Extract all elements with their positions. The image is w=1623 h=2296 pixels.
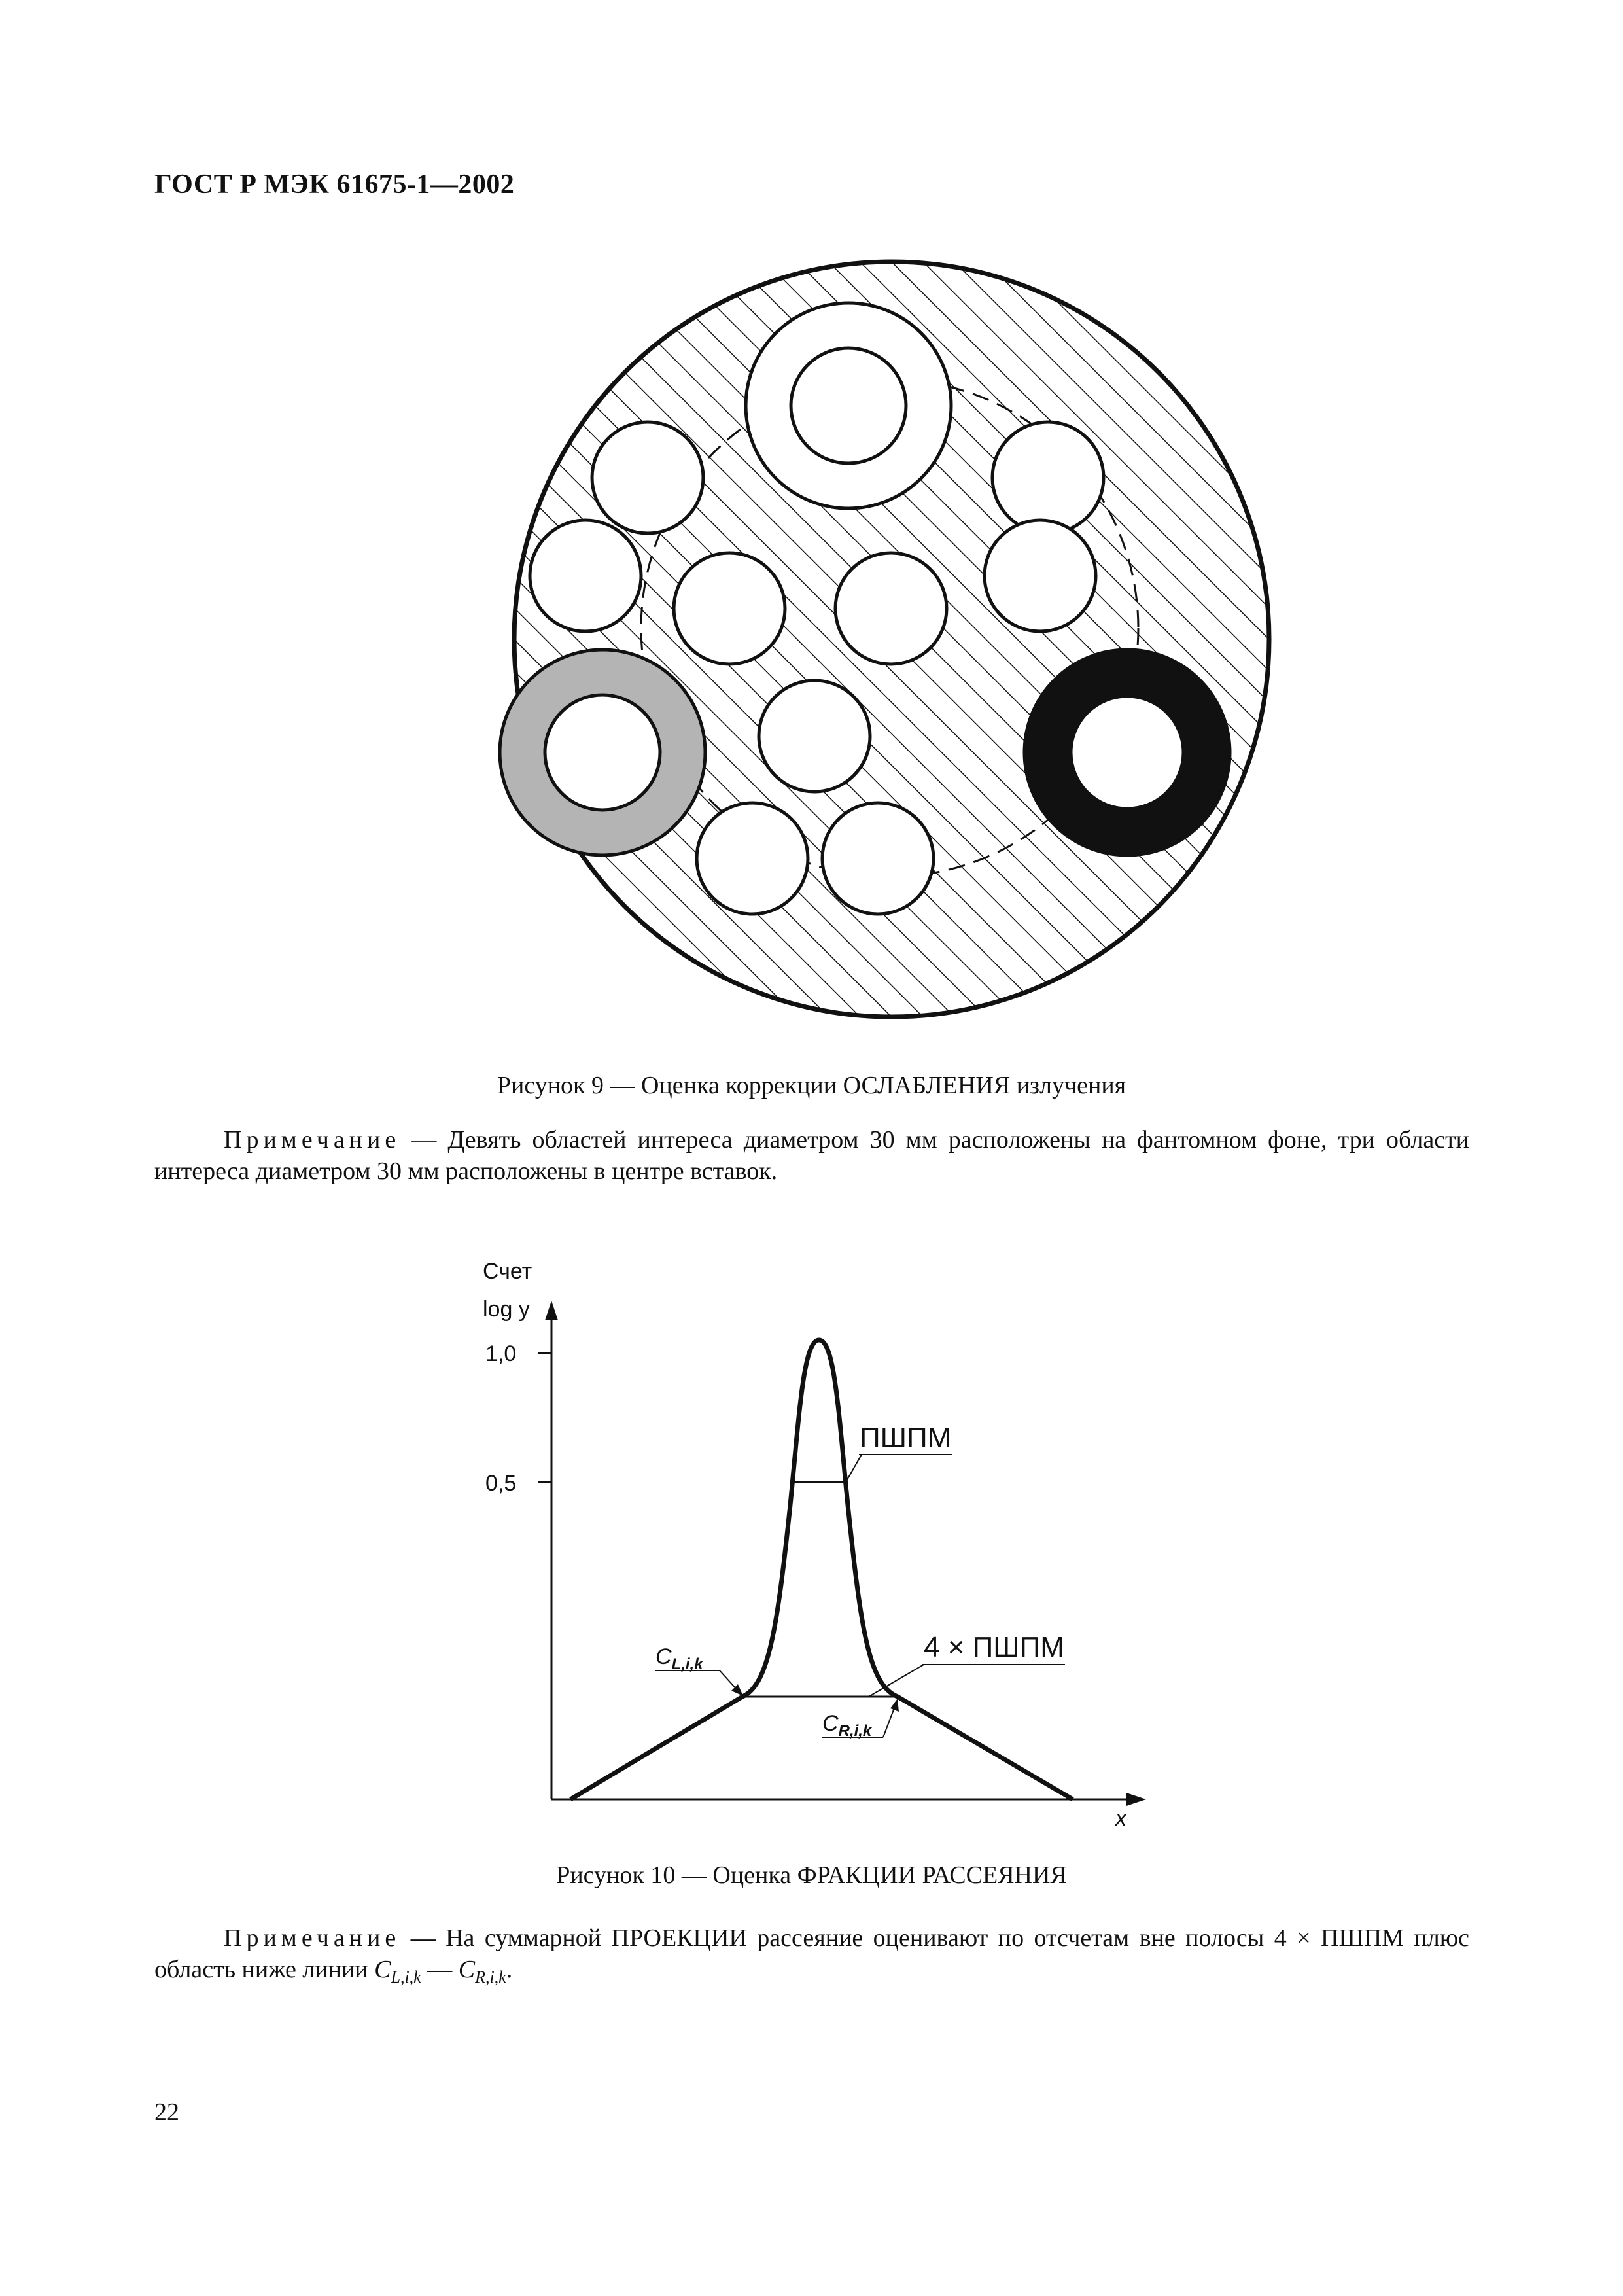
c-left-symbol: C <box>374 1956 391 1983</box>
background-roi <box>759 680 870 792</box>
fwhm-leader <box>846 1455 862 1482</box>
background-roi <box>992 422 1104 533</box>
figure10-caption: Рисунок 10 — Оценка ФРАКЦИИ РАССЕЯНИЯ <box>556 1862 1067 1889</box>
figure10-note <box>154 1922 1469 1993</box>
background-roi <box>985 520 1096 631</box>
figure9-note <box>154 1124 1469 1187</box>
c-left-label: $C_{L,i,k}$ <box>655 1644 703 1673</box>
background-roi <box>530 520 641 631</box>
left-insert-roi <box>545 695 660 810</box>
y-axis-label: log y <box>483 1297 530 1322</box>
c-right-label: $C_{R,i,k}$ <box>822 1711 872 1740</box>
note-end: . <box>506 1956 513 1983</box>
top-insert-roi <box>791 348 906 463</box>
y-axis-title: Счет <box>483 1259 532 1284</box>
background-roi <box>592 422 703 533</box>
fwhm-label: ПШПМ <box>860 1422 952 1454</box>
scatter-fraction-chart <box>0 1243 1623 1832</box>
background-roi <box>822 803 934 914</box>
note-label: Примечание <box>224 1924 401 1952</box>
c-left-subscript: L,i,k <box>391 1968 421 1987</box>
document-header: ГОСТ Р МЭК 61675-1—2002 <box>154 169 515 200</box>
note-dash: — <box>421 1956 459 1983</box>
c-right-symbol: C <box>458 1956 476 1983</box>
profile-curve <box>570 1340 1073 1799</box>
note-text: — Девять областей интереса диаметром 30 мм расположены на фантомном фоне, три области интереса диаметром 30 мм расположены в центре вставок. <box>154 1126 1469 1185</box>
note-text: — На суммарной ПРОЕКЦИИ рассеяние оценивают по отсчетам вне полосы 4 × ПШПМ плюс область ниже линии <box>154 1924 1469 1983</box>
background-roi <box>835 553 947 664</box>
c-right-arrow <box>890 1699 899 1712</box>
c-right-subscript: R,i,k <box>475 1968 506 1987</box>
y-tick-label: 0,5 <box>485 1471 517 1496</box>
right-insert-roi <box>1072 697 1183 808</box>
y-tick-label: 1,0 <box>485 1341 517 1366</box>
figure9-caption: Рисунок 9 — Оценка коррекции ОСЛАБЛЕНИЯ излучения <box>497 1072 1126 1099</box>
x-axis-arrow <box>1126 1793 1146 1806</box>
background-roi <box>697 803 808 914</box>
page-number: 22 <box>154 2098 179 2126</box>
y-axis-arrow <box>545 1301 558 1320</box>
note-label: Примечание <box>224 1126 401 1154</box>
x-axis-label: x <box>1115 1806 1126 1831</box>
c-right-leader <box>883 1706 895 1737</box>
four-fwhm-label: 4 × ПШПМ <box>924 1631 1064 1663</box>
phantom-figure <box>0 0 1623 1047</box>
background-roi <box>674 553 785 664</box>
